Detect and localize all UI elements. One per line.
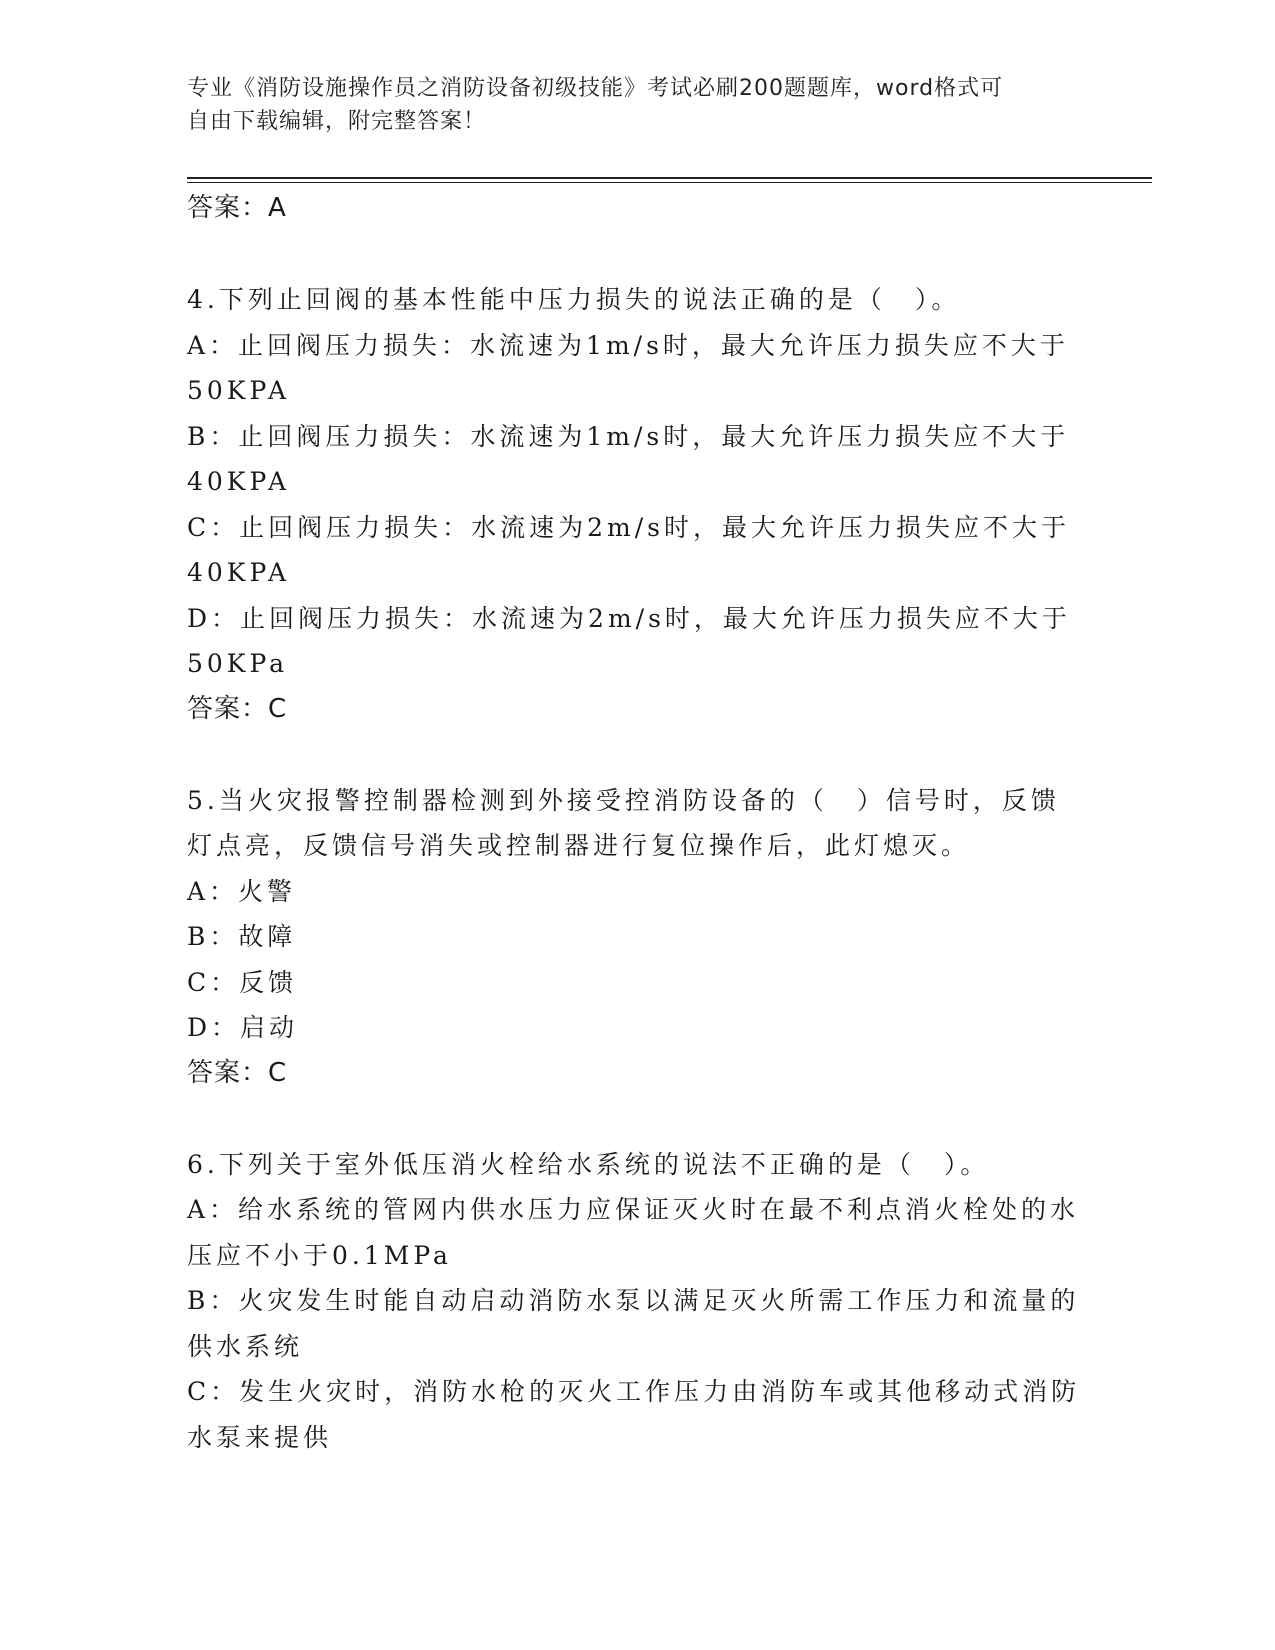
option-text: A：火警 bbox=[187, 876, 297, 906]
option-text: 50KPA bbox=[187, 376, 291, 405]
option-text: B：火灾发生时能自动启动消防水泵以满足灭火所需工作压力和流量的 bbox=[187, 1286, 1080, 1315]
answer-label: 答案：C bbox=[187, 1057, 288, 1088]
question-block bbox=[187, 778, 1087, 1097]
option-text: A：止回阀压力损失：水流速为1m/s时，最大允许压力损失应不大于 bbox=[187, 330, 1069, 360]
header-rule-thin bbox=[187, 182, 1152, 183]
document-content bbox=[187, 186, 1087, 1460]
option-text: C：反馈 bbox=[187, 967, 298, 997]
option-text: B：故障 bbox=[187, 922, 297, 951]
option-text: 40KPA bbox=[187, 467, 291, 496]
option-text: 水泵来提供 bbox=[187, 1422, 333, 1452]
document-header bbox=[187, 72, 1067, 138]
question-text: 灯点亮，反馈信号消失或控制器进行复位操作后，此灯熄灭。 bbox=[187, 831, 971, 860]
option-text: D：止回阀压力损失：水流速为2m/s时，最大允许压力损失应不大于 bbox=[187, 603, 1071, 633]
option-text: 供水系统 bbox=[187, 1331, 304, 1361]
option-text: C：发生火灾时，消防水枪的灭火工作压力由消防车或其他移动式消防 bbox=[187, 1377, 1081, 1406]
option-text: C：止回阀压力损失：水流速为2m/s时，最大允许压力损失应不大于 bbox=[187, 512, 1070, 542]
header-line-1: 专业《消防设施操作员之消防设备初级技能》考试必刷200题题库，word格式可 bbox=[187, 76, 1004, 101]
spacer bbox=[187, 232, 1087, 278]
answer-label: 答案：A bbox=[187, 193, 287, 223]
option-text: D：启动 bbox=[187, 1013, 299, 1042]
spacer bbox=[187, 1096, 1087, 1142]
option-text: 50KPa bbox=[187, 649, 289, 678]
answer-label: 答案：C bbox=[187, 693, 288, 724]
question-text: 6.下列关于室外低压消火栓给水系统的说法不正确的是（ ）。 bbox=[187, 1149, 990, 1179]
header-rule-thick bbox=[187, 177, 1152, 179]
option-text: 40KPA bbox=[187, 558, 291, 587]
question-block bbox=[187, 1142, 1087, 1461]
question-text: 4.下列止回阀的基本性能中压力损失的说法正确的是（ ）。 bbox=[187, 285, 961, 314]
header-line-2: 自由下载编辑，附完整答案！ bbox=[187, 109, 487, 134]
question-text: 5.当火灾报警控制器检测到外接受控消防设备的（ ）信号时，反馈 bbox=[187, 785, 1060, 815]
option-text: 压应不小于0.1MPa bbox=[187, 1240, 452, 1270]
option-text: A：给水系统的管网内供水压力应保证灭火时在最不利点消火栓处的水 bbox=[187, 1195, 1080, 1224]
spacer bbox=[187, 732, 1087, 778]
option-text: B：止回阀压力损失：水流速为1m/s时，最大允许压力损失应不大于 bbox=[187, 421, 1070, 451]
question-block bbox=[187, 277, 1087, 732]
